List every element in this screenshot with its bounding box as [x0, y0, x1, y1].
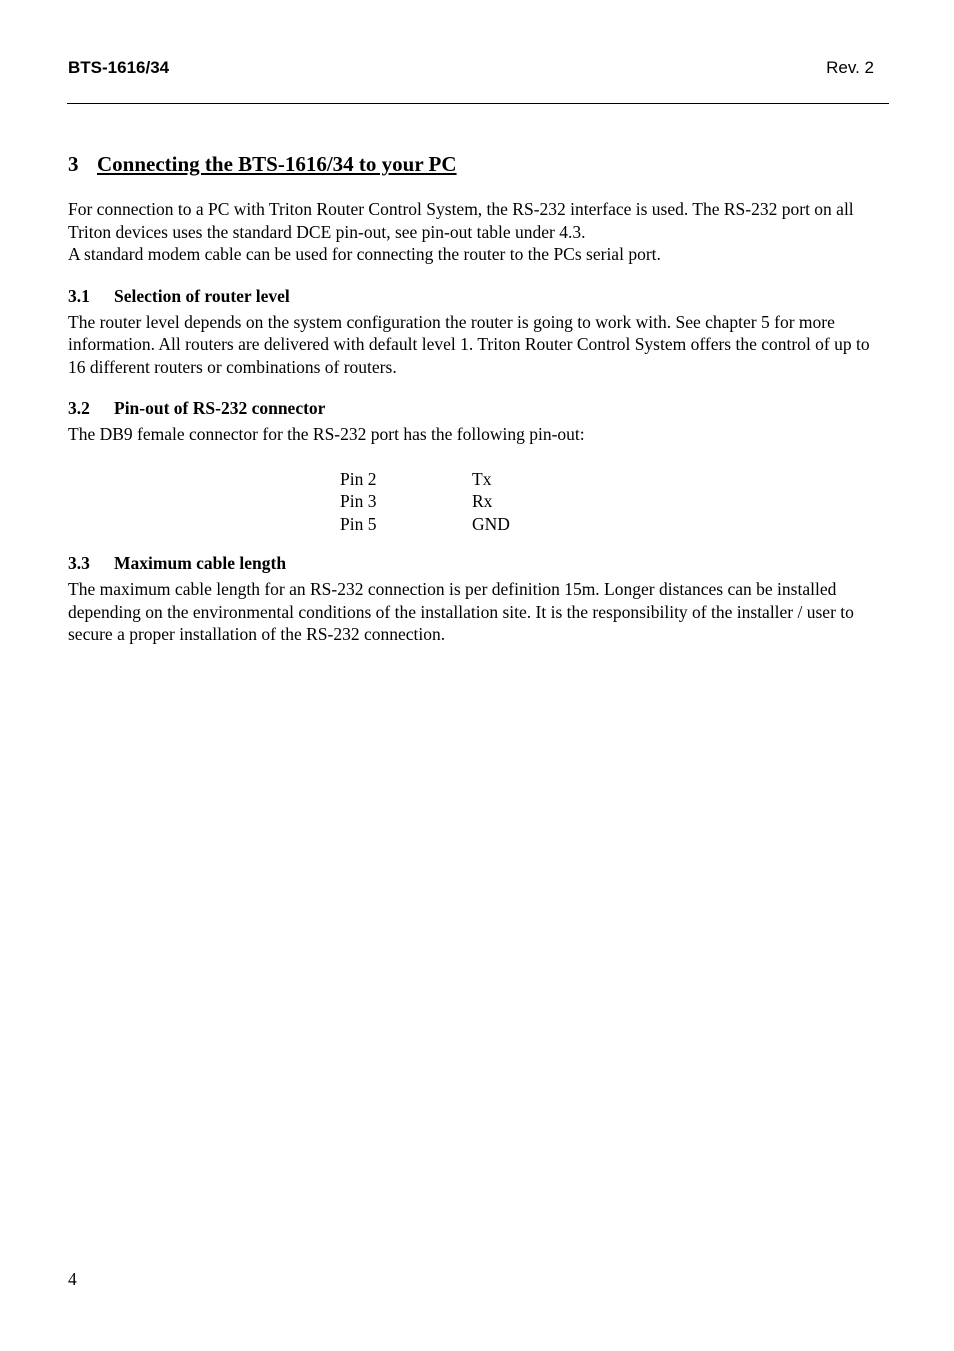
- section-heading-3-2: [68, 397, 890, 419]
- intro-paragraph-1: For connection to a PC with Triton Router Control System, the RS-232 interface is used. The RS-232 port on all Triton devices uses the standard DCE pin-out, see pin-out table under 4.3.: [68, 199, 854, 242]
- document-id: BTS-1616/34: [68, 58, 170, 77]
- table-row: [340, 468, 510, 491]
- signal-cell: Rx: [472, 491, 493, 511]
- page-content: [68, 150, 890, 646]
- chapter-heading: [68, 150, 890, 178]
- chapter-title: Connecting the BTS-1616/34 to your PC: [97, 152, 457, 176]
- section-heading-3-3: [68, 552, 890, 574]
- section-number: 3.3: [68, 553, 90, 573]
- signal-cell: GND: [472, 513, 510, 534]
- section-body-3-1: The router level depends on the system configuration the router is going to work with. See chapter 5 for more information. All routers are delivered with default level 1. Triton Router Control System offers the control of up to 16 different routers or combinations of routers.: [68, 311, 870, 377]
- section-number: 3.1: [68, 285, 90, 306]
- section-title: Pin-out of RS-232 connector: [114, 398, 326, 418]
- table-row: [340, 513, 510, 536]
- section-body-3-2: The DB9 female connector for the RS-232 port has the following pin-out:: [68, 424, 585, 444]
- chapter-number: 3: [68, 152, 79, 176]
- section-title: Maximum cable length: [114, 553, 287, 573]
- section-title: Selection of router level: [114, 285, 290, 306]
- signal-cell: Tx: [472, 468, 492, 489]
- page-header: [68, 58, 874, 80]
- section-heading-3-1: [68, 285, 890, 307]
- page-number: 4: [68, 1269, 77, 1289]
- intro-paragraph-2: A standard modem cable can be used for connecting the router to the PCs serial port.: [68, 244, 661, 264]
- header-divider: [67, 103, 889, 104]
- pin-cell: Pin 3: [340, 491, 377, 511]
- table-row: [340, 490, 510, 513]
- pin-cell: Pin 2: [340, 468, 377, 489]
- section-number: 3.2: [68, 398, 90, 418]
- section-body-3-3: The maximum cable length for an RS-232 connection is per definition 15m. Longer distances can be installed depending on the environmental conditions of the installation site. It is the responsibility of the installer / user to secure a proper installation of the RS-232 connection.: [68, 579, 854, 644]
- pin-out-table: [340, 468, 510, 536]
- pin-cell: Pin 5: [340, 513, 377, 534]
- revision-label: Rev. 2: [826, 58, 874, 77]
